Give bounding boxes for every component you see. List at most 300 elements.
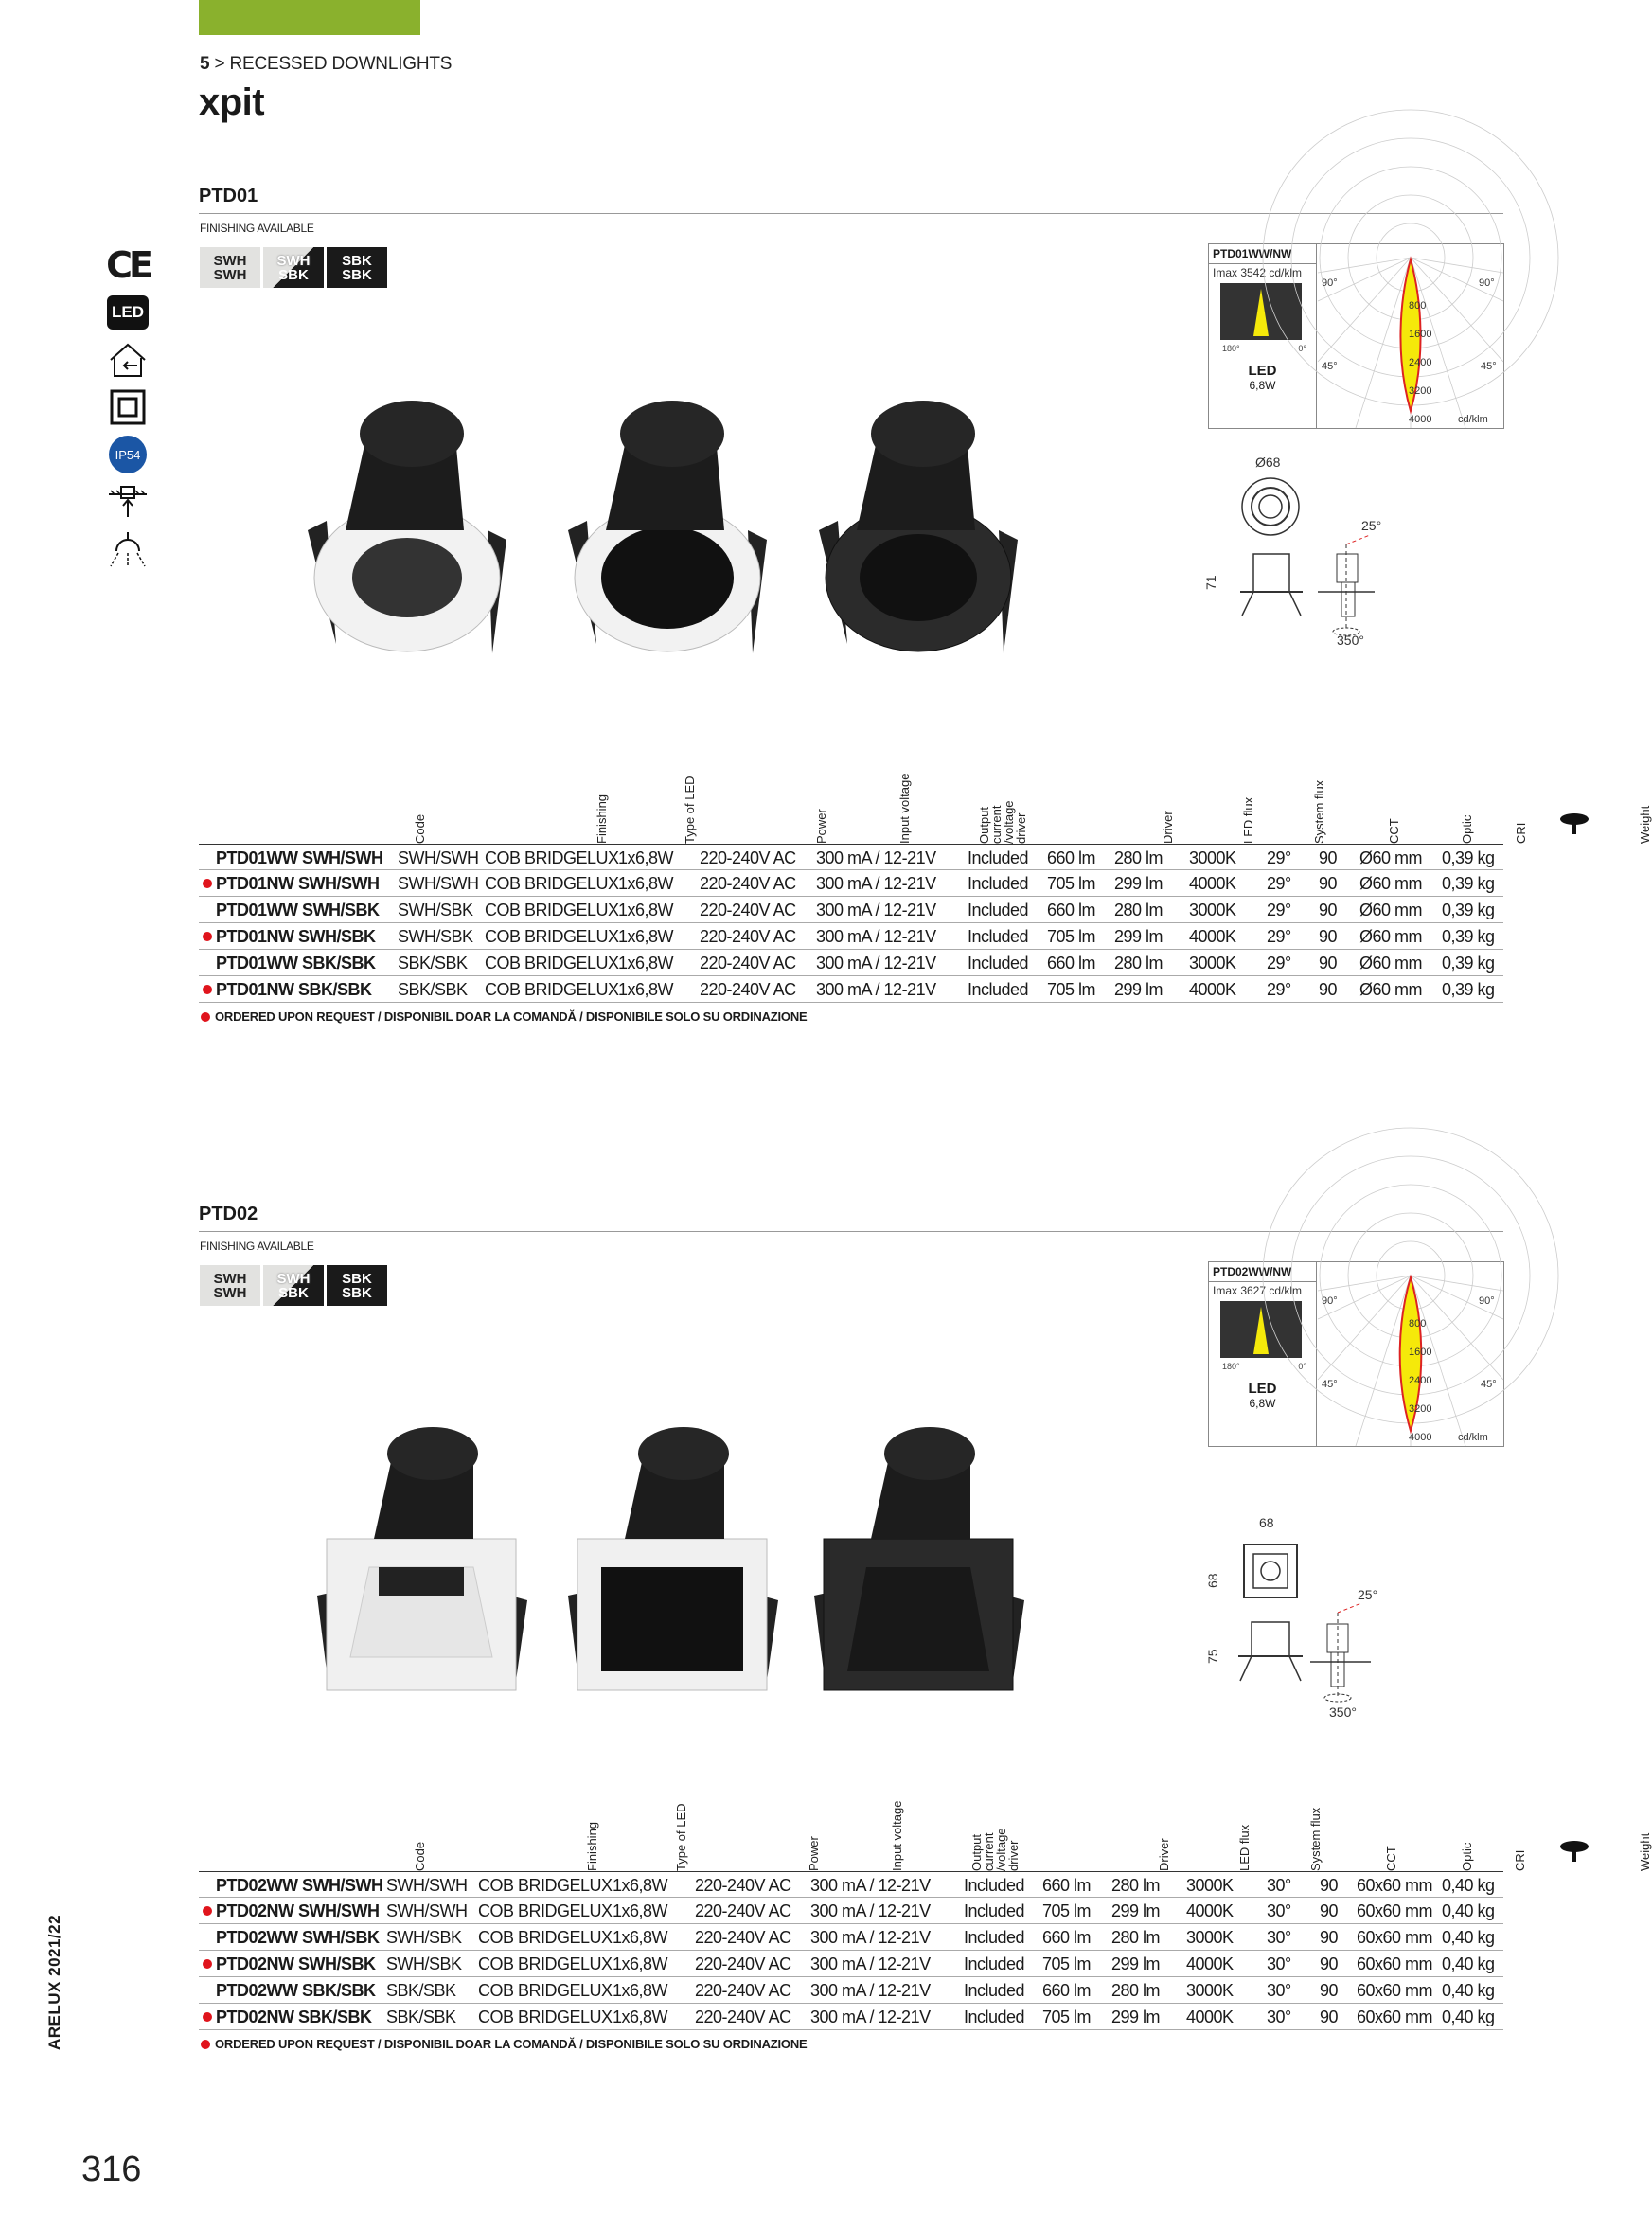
cell-finishing: SWH/SBK	[398, 901, 473, 919]
catalog-edition: ARELUX 2021/22	[45, 1914, 63, 2050]
product-family-title: xpit	[199, 81, 265, 123]
cell-cutout: 60x60 mm	[1357, 1928, 1433, 1947]
cell-cct: 4000K	[1189, 980, 1236, 999]
cell-cutout: Ø60 mm	[1359, 874, 1423, 893]
cell-led-flux: 705 lm	[1047, 927, 1096, 946]
request-dot-icon	[203, 985, 212, 994]
section-divider	[199, 213, 1503, 214]
cell-finishing: SBK/SBK	[386, 2008, 456, 2026]
page-number: 316	[81, 2150, 142, 2189]
col-weight: Weight	[1638, 1832, 1652, 1871]
cell-output: 300 mA / 12-21V	[816, 980, 936, 999]
product-photo-swh-swh	[308, 1425, 535, 1714]
svg-text:45°: 45°	[1481, 361, 1497, 372]
certification-icons	[104, 244, 151, 576]
led-bulb-icon: LED	[1248, 1381, 1277, 1397]
cell-cri: 90	[1319, 874, 1338, 893]
svg-text:350°: 350°	[1329, 1704, 1357, 1720]
section-title-ptd02: PTD02	[199, 1204, 258, 1224]
cell-code: PTD01NW SWH/SBK	[216, 927, 376, 946]
cell-weight: 0,39 kg	[1442, 927, 1495, 946]
cell-led: COB BRIDGELUX	[478, 2008, 613, 2026]
col-output: Output current /voltage driver	[977, 800, 1028, 844]
cell-system-flux: 280 lm	[1114, 848, 1164, 867]
svg-text:71: 71	[1203, 575, 1218, 590]
cell-power: 1x6,8W	[613, 1954, 668, 1973]
cell-optic: 30°	[1267, 1954, 1291, 1973]
svg-text:3200: 3200	[1409, 1403, 1432, 1415]
svg-text:68: 68	[1259, 1515, 1274, 1530]
cell-cutout: Ø60 mm	[1359, 980, 1423, 999]
cell-driver: Included	[968, 874, 1029, 893]
svg-text:45°: 45°	[1322, 361, 1338, 372]
svg-text:1600: 1600	[1409, 329, 1432, 340]
spec-table-header	[199, 764, 1652, 844]
led-bulb-icon: LED	[1248, 363, 1277, 379]
cell-output: 300 mA / 12-21V	[810, 2008, 931, 2026]
table-row	[199, 897, 1503, 923]
cell-optic: 30°	[1267, 1928, 1291, 1947]
cell-led-flux: 660 lm	[1047, 954, 1096, 973]
swatch-swh-sbk: SWH SBK	[263, 1265, 324, 1306]
photometric-chart	[1208, 243, 1504, 429]
cell-power: 1x6,8W	[613, 1901, 668, 1920]
col-type-of-led: Type of LED	[683, 776, 697, 844]
cell-led-flux: 705 lm	[1047, 874, 1096, 893]
cell-led-flux: 660 lm	[1042, 1981, 1092, 2000]
recessed-mount-icon	[104, 481, 151, 523]
col-power: Power	[814, 809, 828, 844]
beam-preview	[1220, 1301, 1302, 1358]
polar-diagram	[1318, 244, 1503, 428]
cell-cct: 3000K	[1189, 954, 1236, 973]
cell-finishing: SWH/SWH	[398, 874, 479, 893]
cell-driver: Included	[964, 1876, 1025, 1895]
cell-cct: 3000K	[1189, 848, 1236, 867]
cell-finishing: SWH/SWH	[386, 1901, 468, 1920]
class-ii-icon	[104, 386, 151, 428]
svg-text:4000: 4000	[1409, 1432, 1432, 1443]
cell-finishing: SBK/SBK	[386, 1981, 456, 2000]
breadcrumb	[200, 54, 452, 75]
cell-code: PTD02WW SWH/SBK	[216, 1928, 380, 1947]
col-driver: Driver	[1161, 811, 1175, 844]
photometric-info	[1209, 1262, 1317, 1446]
cell-cri: 90	[1319, 954, 1338, 973]
cell-cutout: Ø60 mm	[1359, 954, 1423, 973]
cell-output: 300 mA / 12-21V	[810, 1928, 931, 1947]
product-photo-sbk-sbk	[805, 1425, 1032, 1714]
product-photo-sbk-sbk	[800, 388, 1027, 677]
svg-text:75: 75	[1205, 1649, 1220, 1664]
request-footnote: ORDERED UPON REQUEST / DISPONIBIL DOAR LA COMANDĂ / DISPONIBILE SOLO SU ORDINAZIONE	[201, 2037, 808, 2051]
indoor-use-icon	[104, 339, 151, 381]
beam-axis: 180° 0°	[1222, 344, 1306, 353]
photometric-code: PTD01WW/NW	[1209, 244, 1316, 264]
table-row	[199, 923, 1503, 950]
cell-cutout: 60x60 mm	[1357, 2008, 1433, 2026]
cell-led-flux: 660 lm	[1047, 901, 1096, 919]
cell-cutout: Ø60 mm	[1359, 901, 1423, 919]
svg-text:1600: 1600	[1409, 1347, 1432, 1358]
cell-led-flux: 660 lm	[1047, 848, 1096, 867]
col-finishing: Finishing	[595, 794, 609, 844]
polar-diagram-svg	[1318, 1262, 1504, 1446]
cell-code: PTD01WW SWH/SWH	[216, 848, 383, 867]
request-dot-icon	[203, 1959, 212, 1969]
cell-optic: 29°	[1267, 927, 1291, 946]
cell-driver: Included	[964, 1981, 1025, 2000]
chapter-title: RECESSED DOWNLIGHTS	[229, 54, 453, 74]
request-footnote: ORDERED UPON REQUEST / DISPONIBIL DOAR LA COMANDĂ / DISPONIBILE SOLO SU ORDINAZIONE	[201, 1009, 808, 1024]
cell-led: COB BRIDGELUX	[485, 954, 619, 973]
col-cct: CCT	[1387, 818, 1401, 844]
cell-led: COB BRIDGELUX	[478, 1954, 613, 1973]
cell-driver: Included	[964, 1954, 1025, 1973]
request-dot-icon	[203, 879, 212, 888]
cell-cutout: 60x60 mm	[1357, 1954, 1433, 1973]
cell-input: 220-240V AC	[700, 848, 796, 867]
cell-system-flux: 299 lm	[1111, 1954, 1161, 1973]
cell-driver: Included	[964, 2008, 1025, 2026]
cell-cri: 90	[1320, 2008, 1339, 2026]
chapter-color-bar	[199, 0, 420, 35]
cell-led: COB BRIDGELUX	[485, 874, 619, 893]
cell-weight: 0,40 kg	[1442, 1981, 1495, 2000]
cell-finishing: SWH/SBK	[386, 1928, 462, 1947]
cell-code: PTD02NW SBK/SBK	[216, 2008, 372, 2026]
cell-cri: 90	[1319, 980, 1338, 999]
cell-cri: 90	[1320, 1928, 1339, 1947]
cell-power: 1x6,8W	[618, 980, 674, 999]
cell-weight: 0,39 kg	[1442, 980, 1495, 999]
cell-input: 220-240V AC	[695, 2008, 791, 2026]
col-driver: Driver	[1157, 1838, 1171, 1871]
table-row	[199, 1977, 1503, 2004]
cell-power: 1x6,8W	[613, 1876, 668, 1895]
photometric-imax: Imax 3627 cd/klm	[1213, 1284, 1303, 1297]
cell-weight: 0,39 kg	[1442, 901, 1495, 919]
polar-diagram-svg	[1318, 244, 1504, 428]
cell-weight: 0,40 kg	[1442, 1954, 1495, 1973]
request-dot-icon	[201, 1012, 210, 1022]
led-icon: LED	[104, 292, 151, 333]
request-dot-icon	[203, 2012, 212, 2022]
cell-optic: 29°	[1267, 980, 1291, 999]
col-system-flux: System flux	[1308, 1807, 1323, 1871]
cell-led: COB BRIDGELUX	[485, 980, 619, 999]
cell-led: COB BRIDGELUX	[485, 901, 619, 919]
cell-input: 220-240V AC	[695, 1876, 791, 1895]
beam-preview	[1220, 283, 1302, 340]
cell-cri: 90	[1320, 1876, 1339, 1895]
cell-cri: 90	[1319, 848, 1338, 867]
cell-cri: 90	[1319, 927, 1338, 946]
cell-led: COB BRIDGELUX	[478, 1928, 613, 1947]
spec-table-header	[199, 1792, 1652, 1871]
swatch-swh-swh: SWH SWH	[200, 247, 260, 288]
breadcrumb-separator: >	[214, 54, 225, 74]
cell-cutout: Ø60 mm	[1359, 848, 1423, 867]
cell-finishing: SWH/SWH	[398, 848, 479, 867]
beam-axis: 180° 0°	[1222, 1362, 1306, 1371]
cell-input: 220-240V AC	[700, 874, 796, 893]
swatch-sbk-sbk: SBK SBK	[327, 247, 387, 288]
cell-power: 1x6,8W	[613, 1981, 668, 2000]
photometric-chart	[1208, 1261, 1504, 1447]
cell-weight: 0,40 kg	[1442, 2008, 1495, 2026]
cell-cutout: 60x60 mm	[1357, 1876, 1433, 1895]
cell-cct: 3000K	[1189, 901, 1236, 919]
svg-text:90°: 90°	[1479, 1295, 1495, 1307]
cell-cct: 4000K	[1186, 1954, 1234, 1973]
col-finishing: Finishing	[585, 1821, 599, 1871]
swatch-sbk-sbk: SBK SBK	[327, 1265, 387, 1306]
product-photo-swh-swh	[289, 388, 516, 677]
cell-system-flux: 280 lm	[1111, 1981, 1161, 2000]
led-power: LED 6,8W	[1209, 363, 1316, 392]
table-row	[199, 976, 1503, 1003]
cell-optic: 30°	[1267, 1901, 1291, 1920]
table-row	[199, 1871, 1503, 1898]
finishing-label: FINISHING AVAILABLE	[200, 1240, 314, 1253]
table-row	[199, 1898, 1503, 1924]
table-row	[199, 1924, 1503, 1951]
table-row	[199, 950, 1503, 976]
cell-optic: 29°	[1267, 848, 1291, 867]
cell-cct: 3000K	[1186, 1928, 1234, 1947]
cell-power: 1x6,8W	[618, 927, 674, 946]
col-system-flux: System flux	[1312, 779, 1326, 844]
cell-code: PTD02WW SBK/SBK	[216, 1981, 376, 2000]
cell-finishing: SWH/SBK	[386, 1954, 462, 1973]
cell-cri: 90	[1320, 1901, 1339, 1920]
finishing-swatches	[200, 1265, 387, 1306]
col-optic: Optic	[1460, 814, 1474, 844]
svg-text:800: 800	[1409, 300, 1427, 312]
cell-cri: 90	[1319, 901, 1338, 919]
cell-output: 300 mA / 12-21V	[810, 1981, 931, 2000]
cell-output: 300 mA / 12-21V	[810, 1901, 931, 1920]
cell-weight: 0,40 kg	[1442, 1901, 1495, 1920]
cell-led: COB BRIDGELUX	[478, 1981, 613, 2000]
cell-finishing: SBK/SBK	[398, 954, 468, 973]
cell-driver: Included	[968, 980, 1029, 999]
col-power: Power	[807, 1836, 821, 1871]
cell-input: 220-240V AC	[695, 1928, 791, 1947]
col-led-flux: LED flux	[1237, 1824, 1252, 1871]
cell-system-flux: 280 lm	[1114, 954, 1164, 973]
photometric-code: PTD02WW/NW	[1209, 1262, 1316, 1282]
cell-system-flux: 299 lm	[1114, 927, 1164, 946]
cell-power: 1x6,8W	[613, 1928, 668, 1947]
svg-text:68: 68	[1205, 1573, 1220, 1588]
table-row	[199, 2004, 1503, 2030]
cell-optic: 30°	[1267, 1981, 1291, 2000]
cell-led-flux: 660 lm	[1042, 1876, 1092, 1895]
cell-output: 300 mA / 12-21V	[816, 954, 936, 973]
svg-text:90°: 90°	[1479, 277, 1495, 289]
photometric-info	[1209, 244, 1317, 428]
col-cri: CRI	[1513, 1849, 1527, 1871]
cell-input: 220-240V AC	[700, 954, 796, 973]
cell-system-flux: 299 lm	[1114, 980, 1164, 999]
col-output: Output current /voltage driver	[969, 1828, 1021, 1871]
cell-output: 300 mA / 12-21V	[816, 927, 936, 946]
svg-text:3200: 3200	[1409, 385, 1432, 397]
cell-code: PTD02NW SWH/SBK	[216, 1954, 376, 1973]
cell-weight: 0,39 kg	[1442, 848, 1495, 867]
cell-input: 220-240V AC	[695, 1981, 791, 2000]
cell-optic: 30°	[1267, 1876, 1291, 1895]
cell-power: 1x6,8W	[613, 2008, 668, 2026]
cell-led: COB BRIDGELUX	[478, 1901, 613, 1920]
svg-text:25°: 25°	[1361, 518, 1382, 533]
cell-input: 220-240V AC	[695, 1901, 791, 1920]
cell-cct: 3000K	[1186, 1876, 1234, 1895]
cell-input: 220-240V AC	[700, 927, 796, 946]
cell-input: 220-240V AC	[700, 980, 796, 999]
cell-input: 220-240V AC	[695, 1954, 791, 1973]
cell-optic: 29°	[1267, 874, 1291, 893]
finishing-label: FINISHING AVAILABLE	[200, 222, 314, 235]
cell-output: 300 mA / 12-21V	[816, 901, 936, 919]
cell-finishing: SWH/SBK	[398, 927, 473, 946]
cell-weight: 0,39 kg	[1442, 954, 1495, 973]
cell-cri: 90	[1320, 1954, 1339, 1973]
cell-cct: 4000K	[1186, 2008, 1234, 2026]
cell-cct: 4000K	[1189, 927, 1236, 946]
cell-led-flux: 705 lm	[1042, 1901, 1092, 1920]
swatch-swh-sbk: SWH SBK	[263, 247, 324, 288]
cell-power: 1x6,8W	[618, 848, 674, 867]
col-led-flux: LED flux	[1241, 796, 1255, 844]
cell-led: COB BRIDGELUX	[485, 848, 619, 867]
cell-finishing: SBK/SBK	[398, 980, 468, 999]
section-divider	[199, 1231, 1503, 1232]
chapter-number: 5	[200, 54, 210, 74]
col-type-of-led: Type of LED	[674, 1803, 688, 1871]
cell-output: 300 mA / 12-21V	[810, 1876, 931, 1895]
cell-power: 1x6,8W	[618, 874, 674, 893]
svg-text:800: 800	[1409, 1318, 1427, 1330]
cell-power: 1x6,8W	[618, 901, 674, 919]
svg-text:90°: 90°	[1322, 277, 1338, 289]
cell-driver: Included	[968, 927, 1029, 946]
col-input-voltage: Input voltage	[890, 1800, 904, 1871]
col-optic: Optic	[1460, 1842, 1474, 1871]
cell-weight: 0,40 kg	[1442, 1876, 1495, 1895]
col-code: Code	[413, 813, 427, 844]
spec-table-ptd02	[199, 1871, 1503, 2030]
cell-cri: 90	[1320, 1981, 1339, 2000]
cell-output: 300 mA / 12-21V	[816, 848, 936, 867]
cell-system-flux: 280 lm	[1111, 1876, 1161, 1895]
technical-drawing-ptd02	[1195, 1510, 1412, 1733]
cell-driver: Included	[968, 848, 1029, 867]
ce-mark-icon: CE	[106, 244, 150, 286]
cell-code: PTD01WW SBK/SBK	[216, 954, 376, 973]
svg-text:90°: 90°	[1322, 1295, 1338, 1307]
cell-system-flux: 299 lm	[1114, 874, 1164, 893]
cell-input: 220-240V AC	[700, 901, 796, 919]
col-weight: Weight	[1638, 805, 1652, 844]
cell-code: PTD01NW SBK/SBK	[216, 980, 372, 999]
cell-code: PTD02WW SWH/SWH	[216, 1876, 383, 1895]
cell-led: COB BRIDGELUX	[485, 927, 619, 946]
cell-code: PTD02NW SWH/SWH	[216, 1901, 380, 1920]
adjustable-head-icon	[104, 528, 151, 570]
cell-weight: 0,39 kg	[1442, 874, 1495, 893]
section-title-ptd01: PTD01	[199, 186, 258, 206]
cell-cutout: 60x60 mm	[1357, 1981, 1433, 2000]
product-photo-swh-sbk	[559, 1425, 786, 1714]
svg-text:25°: 25°	[1358, 1587, 1378, 1602]
cell-led-flux: 705 lm	[1047, 980, 1096, 999]
request-dot-icon	[201, 2040, 210, 2049]
cell-code: PTD01WW SWH/SBK	[216, 901, 380, 919]
cell-led-flux: 705 lm	[1042, 2008, 1092, 2026]
cell-optic: 29°	[1267, 901, 1291, 919]
svg-text:cd/klm: cd/klm	[1458, 414, 1488, 425]
cell-cct: 4000K	[1189, 874, 1236, 893]
svg-text:2400: 2400	[1409, 357, 1432, 368]
cell-finishing: SWH/SWH	[386, 1876, 468, 1895]
cell-output: 300 mA / 12-21V	[816, 874, 936, 893]
ip-rating-icon: IP54	[104, 434, 151, 475]
cell-power: 1x6,8W	[618, 954, 674, 973]
cell-led: COB BRIDGELUX	[478, 1876, 613, 1895]
col-input-voltage: Input voltage	[897, 773, 912, 844]
cell-driver: Included	[964, 1928, 1025, 1947]
cell-code: PTD01NW SWH/SWH	[216, 874, 380, 893]
table-row	[199, 844, 1503, 870]
cell-optic: 30°	[1267, 2008, 1291, 2026]
polar-diagram	[1318, 1262, 1503, 1446]
cell-led-flux: 660 lm	[1042, 1928, 1092, 1947]
cell-driver: Included	[968, 954, 1029, 973]
spec-table-ptd01	[199, 844, 1503, 1003]
cell-led-flux: 705 lm	[1042, 1954, 1092, 1973]
finishing-swatches	[200, 247, 387, 288]
cell-system-flux: 280 lm	[1111, 1928, 1161, 1947]
col-cct: CCT	[1384, 1846, 1398, 1871]
cell-cct: 3000K	[1186, 1981, 1234, 2000]
cell-weight: 0,40 kg	[1442, 1928, 1495, 1947]
led-power: LED 6,8W	[1209, 1381, 1316, 1410]
cutout-icon	[1558, 812, 1590, 836]
cell-cct: 4000K	[1186, 1901, 1234, 1920]
cell-system-flux: 280 lm	[1114, 901, 1164, 919]
product-photo-swh-sbk	[549, 388, 776, 677]
cell-cutout: Ø60 mm	[1359, 927, 1423, 946]
cell-output: 300 mA / 12-21V	[810, 1954, 931, 1973]
table-row	[199, 1951, 1503, 1977]
cutout-icon	[1558, 1839, 1590, 1864]
col-cri: CRI	[1514, 822, 1528, 844]
cell-driver: Included	[968, 901, 1029, 919]
cell-cutout: 60x60 mm	[1357, 1901, 1433, 1920]
svg-text:350°: 350°	[1337, 633, 1364, 648]
swatch-swh-swh: SWH SWH	[200, 1265, 260, 1306]
svg-text:4000: 4000	[1409, 414, 1432, 425]
cell-optic: 29°	[1267, 954, 1291, 973]
svg-text:cd/klm: cd/klm	[1458, 1432, 1488, 1443]
col-code: Code	[413, 1841, 427, 1871]
svg-text:45°: 45°	[1322, 1379, 1338, 1390]
request-dot-icon	[203, 932, 212, 941]
svg-text:Ø68: Ø68	[1255, 455, 1281, 470]
